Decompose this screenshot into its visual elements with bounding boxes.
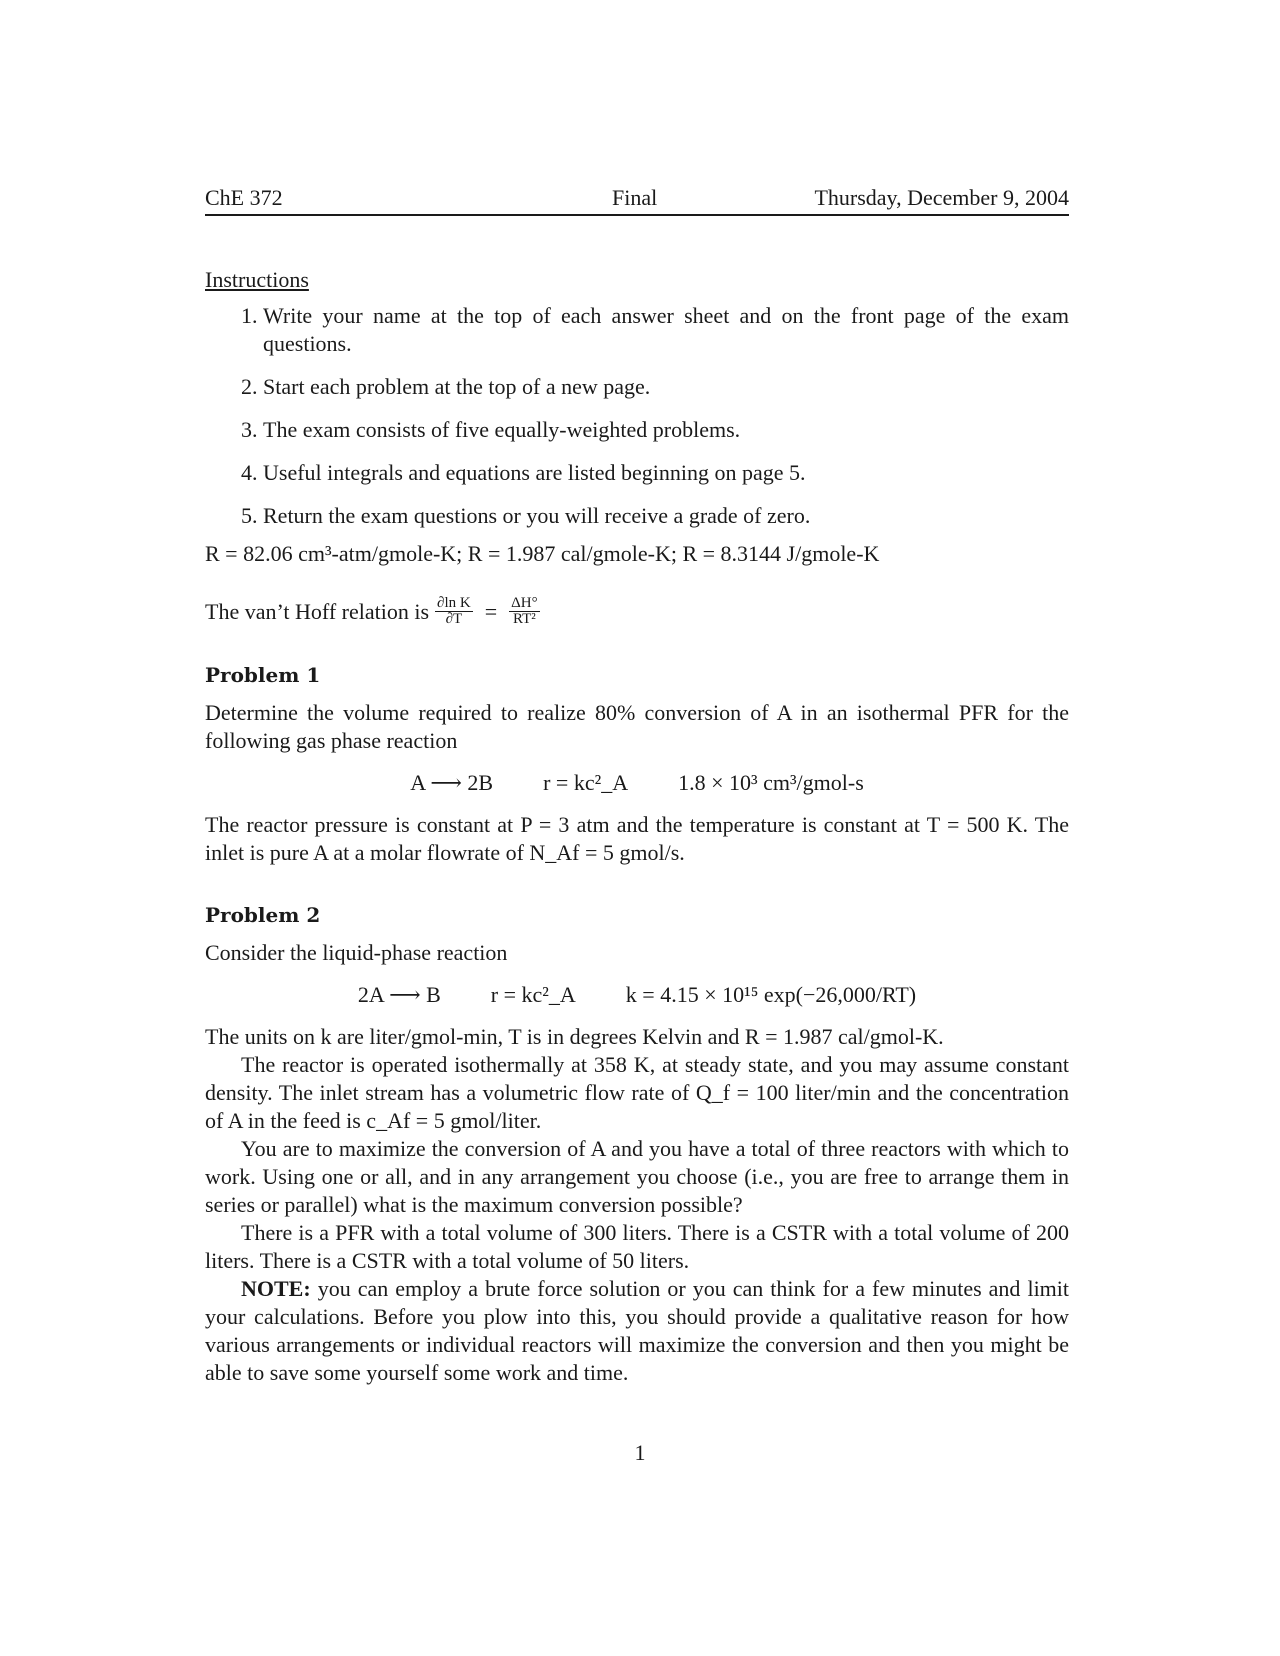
rate-expression: r = kc²_A [490,982,576,1007]
vanthoff-lhs [435,596,473,627]
problem-2-heading: Problem 2 [205,903,321,927]
equals-sign: = [484,598,498,624]
exam-date: Thursday, December 9, 2004 [814,185,1069,210]
lhs-numerator: ∂ln K [437,595,471,611]
vanthoff-rhs [509,596,539,627]
page-number: 1 [634,1440,646,1465]
problem-2-units: The units on k are liter/gmol-min, T is in degrees Kelvin and R = 1.987 cal/gmol-K. [205,1024,944,1049]
instructions-heading: Instructions [205,267,309,292]
rhs-denominator: RT² [512,611,536,627]
gas-constants: R = 82.06 cm³-atm/gmole-K; R = 1.987 cal/gmole-K; R = 8.3144 J/gmole-K [205,541,880,566]
problem-1-reaction [205,769,1069,797]
problem-1-body: The reactor pressure is constant at P = 3 atm and the temperature is constant at T = 500 K. The inlet is pure A at a molar flowrate of N_Af = 5 gmol/s. [205,812,1069,865]
instructions-list [205,302,1069,530]
rate-constant: k = 4.15 × 10¹⁵ exp(−26,000/RT) [625,982,917,1007]
reaction-equation: A ⟶ 2B [410,770,494,795]
vanthoff-text: The van’t Hoff relation is [205,598,430,624]
problem-2-reaction [205,981,1069,1009]
instruction-item: 5. Return the exam questions or you will receive a grade of zero. [263,502,1069,530]
instruction-item: 3. The exam consists of five equally-weighted problems. [263,416,1069,444]
exam-page [205,184,1069,1387]
note-label: NOTE: [241,1276,311,1301]
course-code: ChE 372 [205,185,283,210]
rate-constant: 1.8 × 10³ cm³/gmol-s [678,770,864,795]
problem-1-heading: Problem 1 [205,663,321,687]
problem-2-intro: Consider the liquid-phase reaction [205,940,508,965]
problem-2-task: You are to maximize the conversion of A and you have a total of three reactors with which to work. Using one or all, and in any arrangement you choose (i.e., you are free to arrange them in series or parallel) what is the maximum conversion possible? [205,1136,1069,1217]
problem-2-conditions: The reactor is operated isothermally at 358 K, at steady state, and you may assume constant density. The inlet stream has a volumetric flow rate of Q_f = 100 liter/min and the concentration of A in the feed is c_Af = 5 gmol/liter. [205,1052,1069,1133]
note-text: you can employ a brute force solution or you can think for a few minutes and limit your calculations. Before you plow into this, you should provide a qualitative reason for how various arrangements or individual reactors will maximize the conversion and then you might be able to save some yourself some work and time. [205,1276,1070,1385]
reaction-equation: 2A ⟶ B [357,982,441,1007]
rhs-numerator: ΔH° [511,595,538,611]
problem-2-reactors: There is a PFR with a total volume of 300 liters. There is a CSTR with a total volume of 200 liters. There is a CSTR with a total volume of 50 liters. [205,1220,1069,1273]
problem-1-intro: Determine the volume required to realize 80% conversion of A in an isothermal PFR for the following gas phase reaction [205,700,1069,753]
exam-title: Final [612,185,658,210]
instruction-item: 4. Useful integrals and equations are listed beginning on page 5. [263,459,1069,487]
lhs-denominator: ∂T [445,611,463,627]
instruction-item: 1. Write your name at the top of each answer sheet and on the front page of the exam questions. [263,302,1069,358]
page-header [205,184,1069,216]
vanthoff-relation [205,596,1069,627]
instruction-item: 2. Start each problem at the top of a new page. [263,373,1069,401]
problem-2-note [205,1275,1069,1387]
rate-expression: r = kc²_A [543,770,629,795]
